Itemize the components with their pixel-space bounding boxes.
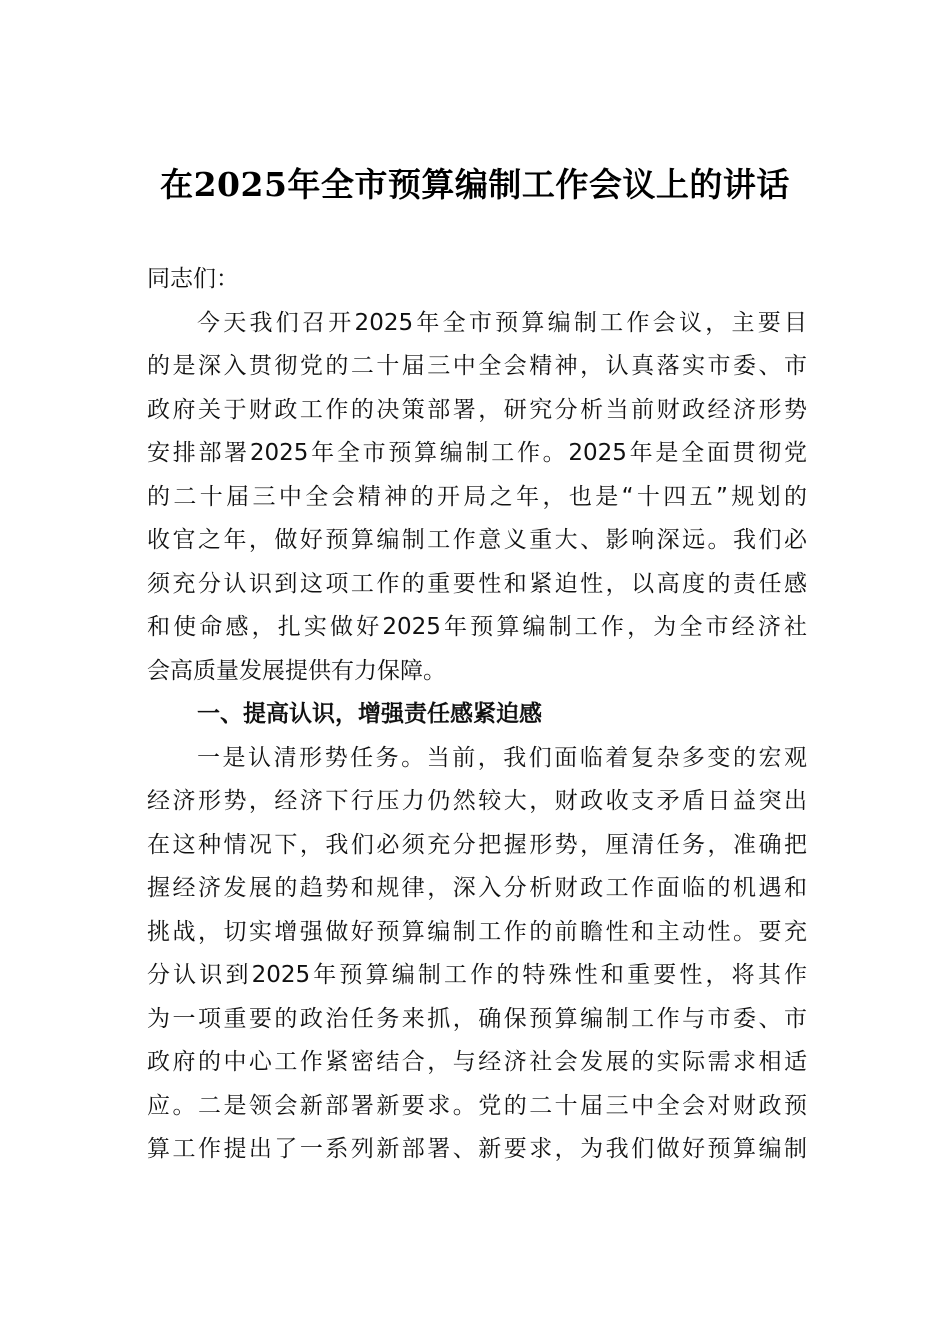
text-line: 会高质量发展提供有力保障。 xyxy=(147,657,446,684)
text-line: 收官之年，做好预算编制工作意义重大、影响深远。我们必 xyxy=(147,527,807,553)
text-line: 挑战，切实增强做好预算编制工作的前瞻性和主动性。要充 xyxy=(147,918,807,945)
text-line: 安排部署2025年全市预算编制工作。2025年是全面贯彻党 xyxy=(147,440,807,466)
text-line: 为一项重要的政治任务来抓，确保预算编制工作与市委、市 xyxy=(147,1005,807,1032)
text-line: 的二十届三中全会精神的开局之年，也是“十四五”规划的 xyxy=(147,483,807,510)
text-line: 一是认清形势任务。当前，我们面临着复杂多变的宏观 xyxy=(197,744,807,771)
text-line: 政府关于财政工作的决策部署，研究分析当前财政经济形势 xyxy=(147,396,807,423)
text-line: 应。二是领会新部署新要求。党的二十届三中全会对财政预 xyxy=(147,1092,807,1119)
text-line: 经济形势，经济下行压力仍然较大，财政收支矛盾日益突出 xyxy=(147,788,807,814)
text-line: 须充分认识到这项工作的重要性和紧迫性，以高度的责任感 xyxy=(147,570,807,597)
text-line: 的是深入贯彻党的二十届三中全会精神，认真落实市委、市 xyxy=(147,353,807,379)
salutation: 同志们： xyxy=(147,266,239,292)
text-line: 政府的中心工作紧密结合，与经济社会发展的实际需求相适 xyxy=(147,1049,807,1075)
paragraph-2 xyxy=(147,737,807,1172)
text-line: 算工作提出了一系列新部署、新要求，为我们做好预算编制 xyxy=(147,1136,807,1162)
section-heading: 一、提高认识，增强责任感紧迫感 xyxy=(197,701,542,727)
text-line: 握经济发展的趋势和规律，深入分析财政工作面临的机遇和 xyxy=(147,875,807,901)
text-line: 今天我们召开2025年全市预算编制工作会议，主要目 xyxy=(197,309,807,336)
paragraph-1 xyxy=(147,302,807,694)
document-title: 在2025年全市预算编制工作会议上的讲话 xyxy=(160,165,790,204)
document-body xyxy=(147,258,807,1172)
text-line: 和使命感，扎实做好2025年预算编制工作，为全市经济社 xyxy=(147,614,807,640)
text-line: 分认识到2025年预算编制工作的特殊性和重要性，将其作 xyxy=(147,962,807,988)
text-line: 在这种情况下，我们必须充分把握形势，厘清任务，准确把 xyxy=(147,831,807,858)
